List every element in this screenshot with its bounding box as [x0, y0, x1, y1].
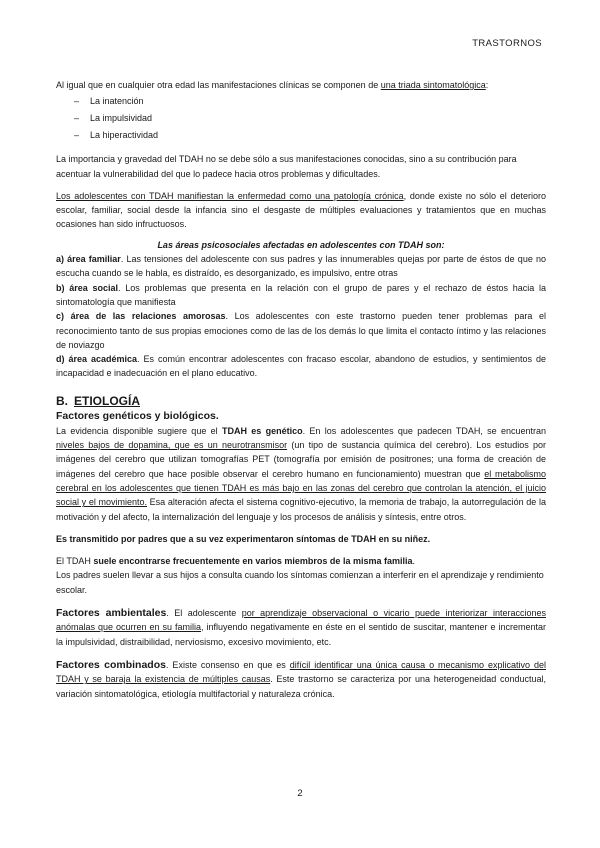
parents-paragraph: Los padres suelen llevar a sus hijos a consulta cuando los síntomas comienzan a interferir en el aprendizaje y rendimiento escolar.: [56, 570, 544, 595]
area-prefix: c): [56, 311, 71, 322]
area-term: área académica: [68, 354, 138, 365]
family-paragraph: [56, 554, 546, 568]
page-body: [56, 78, 546, 701]
genetic-text: (un tipo de sustancia química del cerebro). Los estudios por imágenes del cerebro que utilizan tomografías PET (tomografía por emisión de positrones; una forma de creación de imágenes del cerebro que hace posible observar el cerebro humano en funcionamiento) muestran que: [56, 440, 546, 479]
genetic-text: . En los adolescentes que padecen TDAH, se encuentran: [302, 425, 547, 436]
area-prefix: d): [56, 354, 69, 365]
dash-bullet: –: [74, 130, 80, 141]
environmental-text: . El adolescente: [166, 608, 242, 619]
dopamine-statement: niveles bajos de dopamina, que es un neurotransmisor: [56, 440, 288, 451]
area-text: . Los adolescentes con este trastorno pueden tener problemas para el reconocimiento tanto de sus propias emociones como de las de los demás lo que limita el contacto íntimo y las relaciones de noviazgo: [56, 311, 546, 350]
dash-bullet: –: [74, 96, 80, 107]
transmitted-paragraph: [56, 532, 546, 546]
intro-end: :: [485, 80, 489, 90]
section-heading: [56, 393, 546, 409]
intro-text: Al igual que en cualquier otra edad las manifestaciones clínicas se componen de: [56, 80, 381, 90]
environmental-heading: Factores ambientales: [56, 607, 167, 620]
importance-paragraph: La importancia y gravedad del TDAH no se debe sólo a sus manifestaciones conocidas, sino a su contribución para acentuar la vulnerabilidad del que lo padece hacia otros problemas y dificultades.: [56, 154, 517, 179]
combined-heading: Factores combinados: [56, 658, 166, 671]
triad-label: La inatención: [90, 96, 144, 107]
triad-label: La hiperactividad: [90, 130, 159, 141]
running-header: TRASTORNOS: [472, 38, 542, 49]
dash-bullet: –: [74, 113, 80, 124]
area-term: área de las relaciones amorosas: [70, 311, 226, 322]
combined-statement: difícil identificar una única causa o mecanismo explicativo del TDAH y se baraja la existencia de múltiples causas: [56, 659, 546, 685]
family-bold: suele encontrarse frecuentemente en varios miembros de la misma familia: [93, 556, 413, 567]
area-item: [56, 352, 546, 381]
combined-text: . Existe consenso en que es: [165, 659, 290, 670]
area-text: . Las tensiones del adolescente con sus padres y las innumerables quejas por parte de éstos de que no escucha cuando se le habla, es distraído, es desorganizado, es impulsivo, entre otras: [56, 254, 546, 279]
triad-item: [56, 127, 546, 144]
environmental-paragraph: [56, 606, 546, 649]
area-prefix: a): [56, 254, 68, 265]
area-text: . Es común encontrar adolescentes con fracaso escolar, abandono de estudios, y sentimientos de incapacidad e inadecuación en el plano educativo.: [56, 354, 547, 379]
page-number: 2: [297, 788, 303, 799]
genetic-heading: [56, 409, 546, 424]
metabolism-statement: el metabolismo cerebral en los adolescentes que tienen TDAH es más bajo en las zonas del cerebro que controlan la atención, el juicio social y el movimiento.: [56, 468, 547, 508]
adolescents-paragraph: [56, 189, 546, 232]
family-end: .: [412, 556, 415, 567]
section-title: ETIOLOGÍA: [74, 393, 140, 408]
triad-label: La impulsividad: [90, 113, 153, 124]
genetic-bold: TDAH es genético: [221, 425, 303, 436]
genetic-heading-text: Factores genéticos y biológicos: [56, 409, 216, 422]
chronic-statement: Los adolescentes con TDAH manifiestan la enfermedad como una patología crónica: [56, 190, 404, 201]
environmental-statement: por aprendizaje observacional o vicario puede interiorizar interacciones anómalas que ocurren en su familia: [56, 608, 546, 633]
area-item: [56, 309, 546, 352]
intro-paragraph: [56, 78, 546, 92]
triad-term: una triada sintomatológica: [380, 80, 486, 90]
adolescents-rest: , donde existe no sólo el deterioro escolar, familiar, social desde la infancia sino el desgaste de múltiples evaluaciones y tratamientos que en muchas ocasiones han sido infructuosos.: [56, 190, 546, 230]
area-prefix: b): [56, 282, 70, 293]
environmental-text: , influyendo negativamente en éste en el sentido de suscitar, mantener e incrementar la impulsividad, distraibilidad, nerviosismo, excesivo movimiento, etc.: [56, 622, 546, 647]
combined-text: . Este trastorno se caracteriza por una heterogeneidad conductual, variación sintomatológica, etiología multifactorial y naturaleza crónica.: [56, 674, 546, 699]
genetic-text: La evidencia disponible sugiere que el: [56, 425, 222, 436]
area-term: área social: [69, 282, 118, 293]
areas-title: Las áreas psicosociales afectadas en adolescentes con TDAH son:: [157, 239, 445, 250]
area-item: [56, 252, 546, 281]
triad-item: [56, 110, 546, 127]
genetic-heading-end: .: [215, 409, 219, 422]
family-text: El TDAH: [56, 556, 94, 567]
section-letter: B.: [56, 393, 68, 408]
genetic-text: Esa alteración afecta el sistema cognitivo-ejecutivo, la memoria de trabajo, la autorregulación de la motivación y del afecto, la internalización del lenguaje y los procesos de análisis y síntesis, entre otros.: [56, 497, 546, 522]
triad-list: [56, 93, 546, 144]
area-text: . Los problemas que presenta en la relación con el grupo de pares y el rechazo de éstos hacia la sintomatología que manifiesta: [56, 282, 546, 307]
area-term: área familiar: [67, 254, 121, 265]
areas-list: [56, 252, 546, 381]
triad-item: [56, 93, 546, 110]
area-item: [56, 281, 546, 310]
transmitted-text: Es transmitido por padres que a su vez experimentaron síntomas de TDAH en su niñez.: [56, 533, 431, 544]
genetic-paragraph: [56, 424, 546, 524]
combined-paragraph: [56, 658, 546, 701]
